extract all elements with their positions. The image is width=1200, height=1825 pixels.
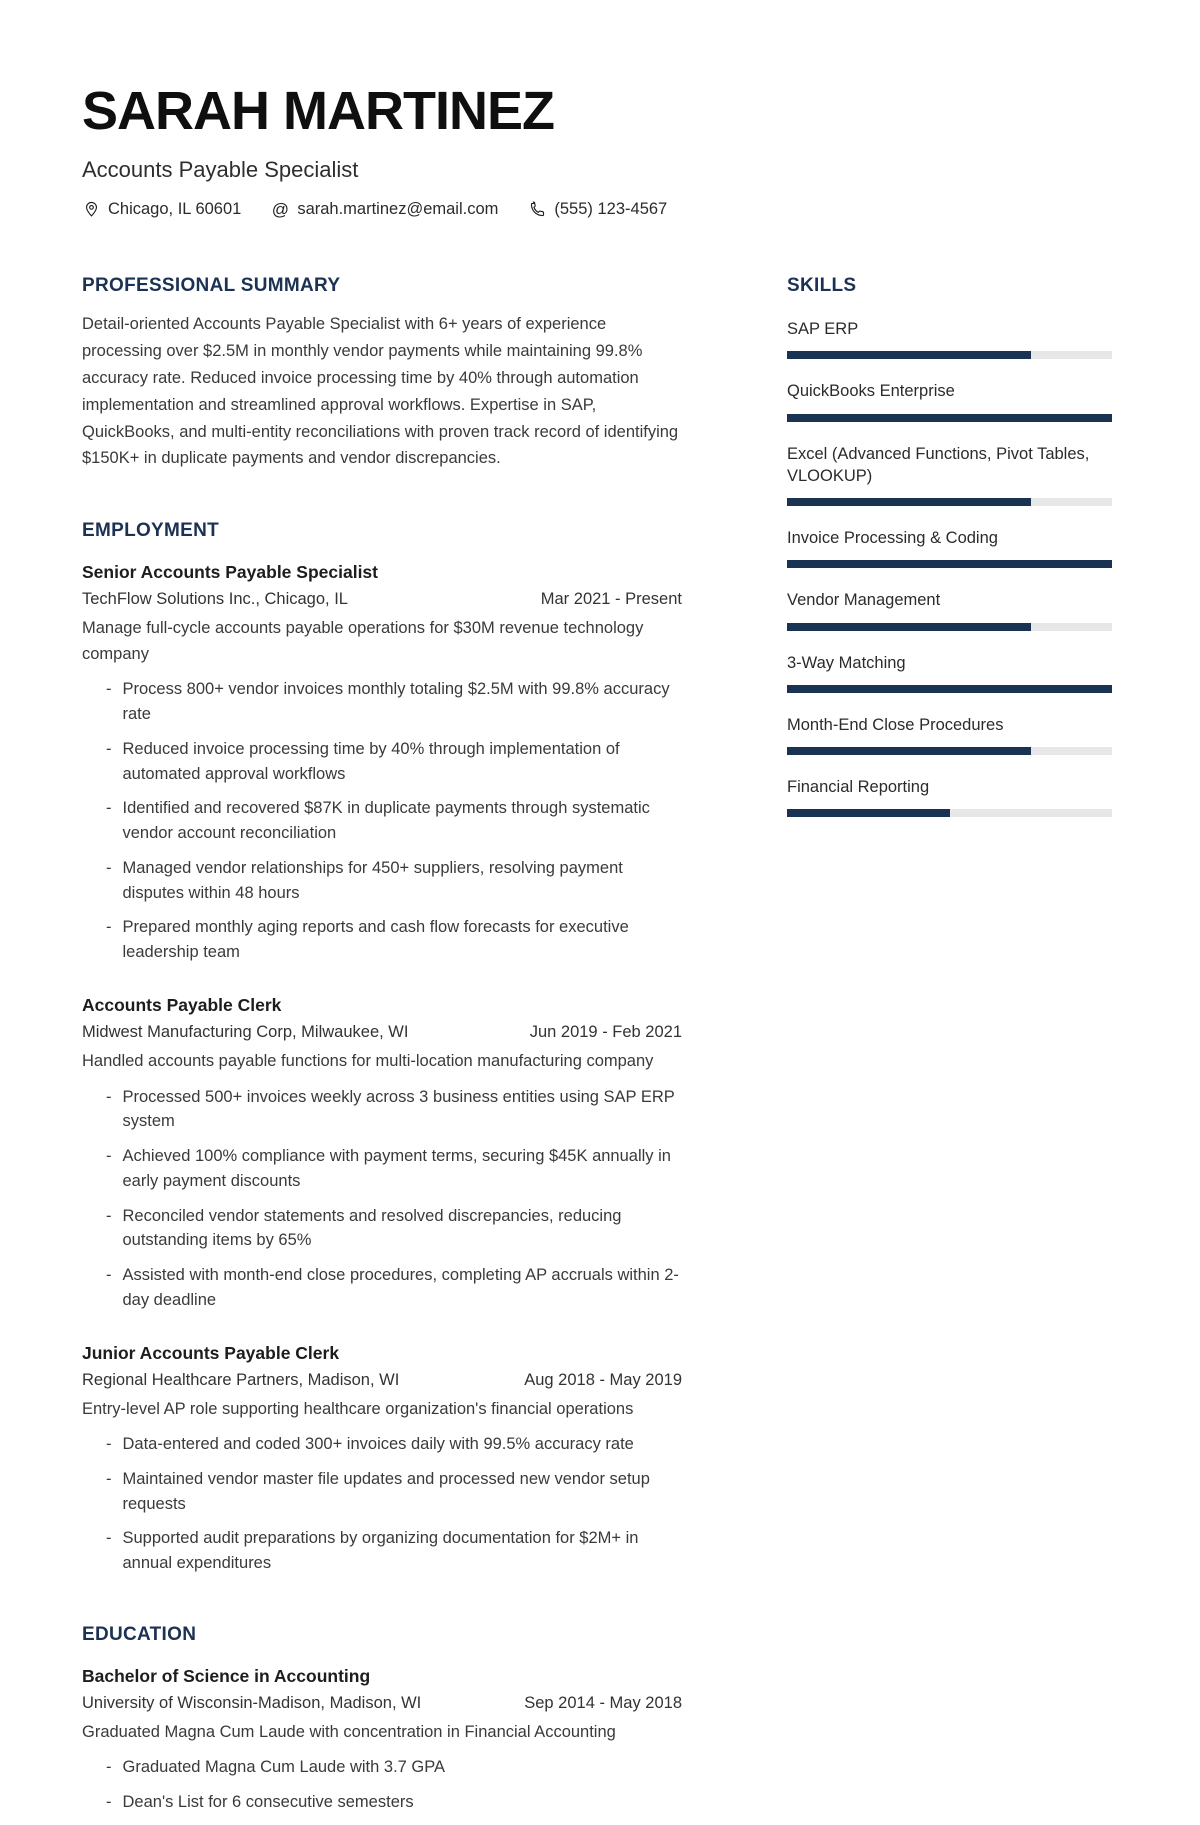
contact-row bbox=[82, 200, 1112, 219]
dash-marker: - bbox=[106, 1793, 112, 1812]
job-entry bbox=[82, 562, 682, 965]
job-entry bbox=[82, 1343, 682, 1576]
list-item bbox=[82, 1263, 682, 1313]
school-name: University of Wisconsin-Madison, Madison, WI bbox=[82, 1693, 422, 1712]
education-dates: Sep 2014 - May 2018 bbox=[524, 1693, 682, 1712]
content-columns bbox=[82, 275, 1112, 1825]
bullet-text: Maintained vendor master file updates and processed new vendor setup requests bbox=[122, 1469, 650, 1513]
skill-bar-fill bbox=[787, 747, 1031, 755]
skill-label: Vendor Management bbox=[787, 591, 941, 610]
dash-marker: - bbox=[106, 858, 112, 877]
job-title: Senior Accounts Payable Specialist bbox=[82, 562, 378, 583]
list-item bbox=[82, 1144, 682, 1194]
contact-phone bbox=[528, 200, 667, 219]
education-description: Graduated Magna Cum Laude with concentration in Financial Accounting bbox=[82, 1722, 616, 1741]
skill-item bbox=[787, 527, 1112, 568]
dash-marker: - bbox=[106, 1087, 112, 1106]
skill-bar-fill bbox=[787, 623, 1031, 631]
employment-section bbox=[82, 520, 682, 1576]
summary-text: Detail-oriented Accounts Payable Specialist with 6+ years of experience processing over $2.5M in monthly vendor payments while maintaining 99.8% accuracy rate. Reduced invoice processing time by 40% through automation implementation and streamlined approval workflows. Expertise in SAP, QuickBooks, and multi-entity reconciliations with proven track record of identifying $150K+ in duplicate payments and vendor discrepancies. bbox=[82, 315, 679, 468]
bullet-text: Graduated Magna Cum Laude with 3.7 GPA bbox=[122, 1758, 446, 1777]
employment-heading: EMPLOYMENT bbox=[82, 520, 220, 542]
bullet-text: Reconciled vendor statements and resolved discrepancies, reducing outstanding items by 65% bbox=[122, 1206, 622, 1250]
list-item bbox=[82, 1467, 682, 1517]
job-meta bbox=[82, 1023, 682, 1042]
skill-bar-track bbox=[787, 560, 1112, 568]
job-description: Handled accounts payable functions for multi-location manufacturing company bbox=[82, 1051, 654, 1070]
skill-label: QuickBooks Enterprise bbox=[787, 382, 955, 401]
skill-label: Invoice Processing & Coding bbox=[787, 529, 998, 548]
list-item bbox=[82, 796, 682, 846]
education-entry bbox=[82, 1666, 682, 1815]
candidate-name: SARAH MARTINEZ bbox=[82, 81, 554, 141]
skill-label: Financial Reporting bbox=[787, 778, 930, 797]
job-company: Regional Healthcare Partners, Madison, WI bbox=[82, 1370, 400, 1389]
skill-bar-track bbox=[787, 498, 1112, 506]
job-dates: Jun 2019 - Feb 2021 bbox=[529, 1022, 682, 1041]
skill-item bbox=[787, 443, 1112, 507]
job-bullet-list bbox=[82, 1432, 682, 1576]
dash-marker: - bbox=[106, 1758, 112, 1777]
skill-bar-fill bbox=[787, 351, 1031, 359]
education-heading: EDUCATION bbox=[82, 1623, 197, 1645]
list-item bbox=[82, 915, 682, 965]
dash-marker: - bbox=[106, 739, 112, 758]
bullet-text: Dean's List for 6 consecutive semesters bbox=[122, 1793, 414, 1812]
dash-marker: - bbox=[106, 1266, 112, 1285]
job-company: Midwest Manufacturing Corp, Milwaukee, WI bbox=[82, 1022, 409, 1041]
list-item bbox=[82, 1755, 682, 1780]
skill-bar-track bbox=[787, 809, 1112, 817]
degree-title: Bachelor of Science in Accounting bbox=[82, 1665, 371, 1686]
list-item bbox=[82, 856, 682, 906]
bullet-text: Process 800+ vendor invoices monthly totaling $2.5M with 99.8% accuracy rate bbox=[122, 680, 670, 724]
skill-item bbox=[787, 714, 1112, 755]
skills-column bbox=[787, 275, 1112, 1825]
skills-heading: SKILLS bbox=[787, 275, 857, 296]
skill-item bbox=[787, 776, 1112, 817]
dash-marker: - bbox=[106, 918, 112, 937]
education-section bbox=[82, 1624, 682, 1815]
bullet-text: Assisted with month-end close procedures, completing AP accruals within 2-day deadline bbox=[122, 1266, 679, 1309]
list-item bbox=[82, 737, 682, 787]
bullet-text: Prepared monthly aging reports and cash flow forecasts for executive leadership team bbox=[122, 918, 629, 962]
skill-item bbox=[787, 589, 1112, 630]
skill-bar-track bbox=[787, 747, 1112, 755]
list-item bbox=[82, 1790, 682, 1815]
job-company: TechFlow Solutions Inc., Chicago, IL bbox=[82, 590, 348, 609]
contact-email-text: sarah.martinez@email.com bbox=[297, 200, 499, 218]
job-description: Entry-level AP role supporting healthcare organization's financial operations bbox=[82, 1399, 634, 1418]
job-title: Accounts Payable Clerk bbox=[82, 994, 282, 1015]
contact-location-text: Chicago, IL 60601 bbox=[108, 200, 242, 218]
bullet-text: Processed 500+ invoices weekly across 3 business entities using SAP ERP system bbox=[122, 1087, 675, 1131]
bullet-text: Supported audit preparations by organizing documentation for $2M+ in annual expenditures bbox=[122, 1529, 639, 1573]
job-bullet-list bbox=[82, 677, 682, 965]
dash-marker: - bbox=[106, 680, 112, 699]
dash-marker: - bbox=[106, 799, 112, 818]
skill-bar-fill bbox=[787, 685, 1112, 693]
contact-email bbox=[271, 200, 498, 219]
skill-bar-track bbox=[787, 351, 1112, 359]
dash-marker: - bbox=[106, 1469, 112, 1488]
bullet-text: Data-entered and coded 300+ invoices daily with 99.5% accuracy rate bbox=[122, 1435, 634, 1454]
skill-label: 3-Way Matching bbox=[787, 653, 906, 672]
skill-label: Month-End Close Procedures bbox=[787, 715, 1004, 734]
candidate-title: Accounts Payable Specialist bbox=[82, 157, 359, 182]
skill-bar-fill bbox=[787, 498, 1031, 506]
list-item bbox=[82, 1085, 682, 1135]
bullet-text: Achieved 100% compliance with payment terms, securing $45K annually in early payment discounts bbox=[122, 1147, 671, 1190]
dash-marker: - bbox=[106, 1206, 112, 1225]
contact-phone-text: (555) 123-4567 bbox=[554, 200, 668, 218]
phone-icon bbox=[528, 201, 546, 219]
job-entry bbox=[82, 995, 682, 1313]
skill-label: Excel (Advanced Functions, Pivot Tables, VLOOKUP) bbox=[787, 444, 1090, 485]
contact-location bbox=[82, 200, 241, 219]
skill-bar-fill bbox=[787, 414, 1112, 422]
bullet-text: Managed vendor relationships for 450+ suppliers, resolving payment disputes within 48 hours bbox=[122, 858, 623, 902]
dash-marker: - bbox=[106, 1147, 112, 1166]
job-description: Manage full-cycle accounts payable operations for $30M revenue technology company bbox=[82, 619, 644, 663]
dash-marker: - bbox=[106, 1435, 112, 1454]
list-item bbox=[82, 677, 682, 727]
skill-bar-fill bbox=[787, 809, 950, 817]
job-bullet-list bbox=[82, 1085, 682, 1313]
job-title: Junior Accounts Payable Clerk bbox=[82, 1342, 340, 1363]
summary-heading: PROFESSIONAL SUMMARY bbox=[82, 275, 341, 296]
main-column bbox=[82, 275, 682, 1825]
skill-label: SAP ERP bbox=[787, 320, 859, 338]
education-bullet-list bbox=[82, 1755, 682, 1815]
location-pin-icon bbox=[82, 201, 100, 219]
job-meta bbox=[82, 1371, 682, 1390]
summary-section bbox=[82, 275, 682, 472]
at-sign-icon: @ bbox=[271, 200, 289, 219]
dash-marker: - bbox=[106, 1529, 112, 1548]
skill-bar-fill bbox=[787, 560, 1112, 568]
bullet-text: Identified and recovered $87K in duplicate payments through systematic vendor account reconciliation bbox=[122, 799, 650, 843]
list-item bbox=[82, 1526, 682, 1576]
skill-bar-track bbox=[787, 685, 1112, 693]
skill-item bbox=[787, 652, 1112, 693]
resume-header bbox=[82, 81, 1112, 219]
skill-item bbox=[787, 380, 1112, 421]
education-meta bbox=[82, 1694, 682, 1713]
skill-bar-track bbox=[787, 623, 1112, 631]
bullet-text: Reduced invoice processing time by 40% through implementation of automated approval workflows bbox=[122, 739, 620, 783]
job-dates: Mar 2021 - Present bbox=[540, 590, 682, 609]
list-item bbox=[82, 1432, 682, 1457]
job-meta bbox=[82, 590, 682, 609]
list-item bbox=[82, 1204, 682, 1254]
job-dates: Aug 2018 - May 2019 bbox=[524, 1370, 682, 1389]
skill-bar-track bbox=[787, 414, 1112, 422]
skill-item bbox=[787, 318, 1112, 359]
